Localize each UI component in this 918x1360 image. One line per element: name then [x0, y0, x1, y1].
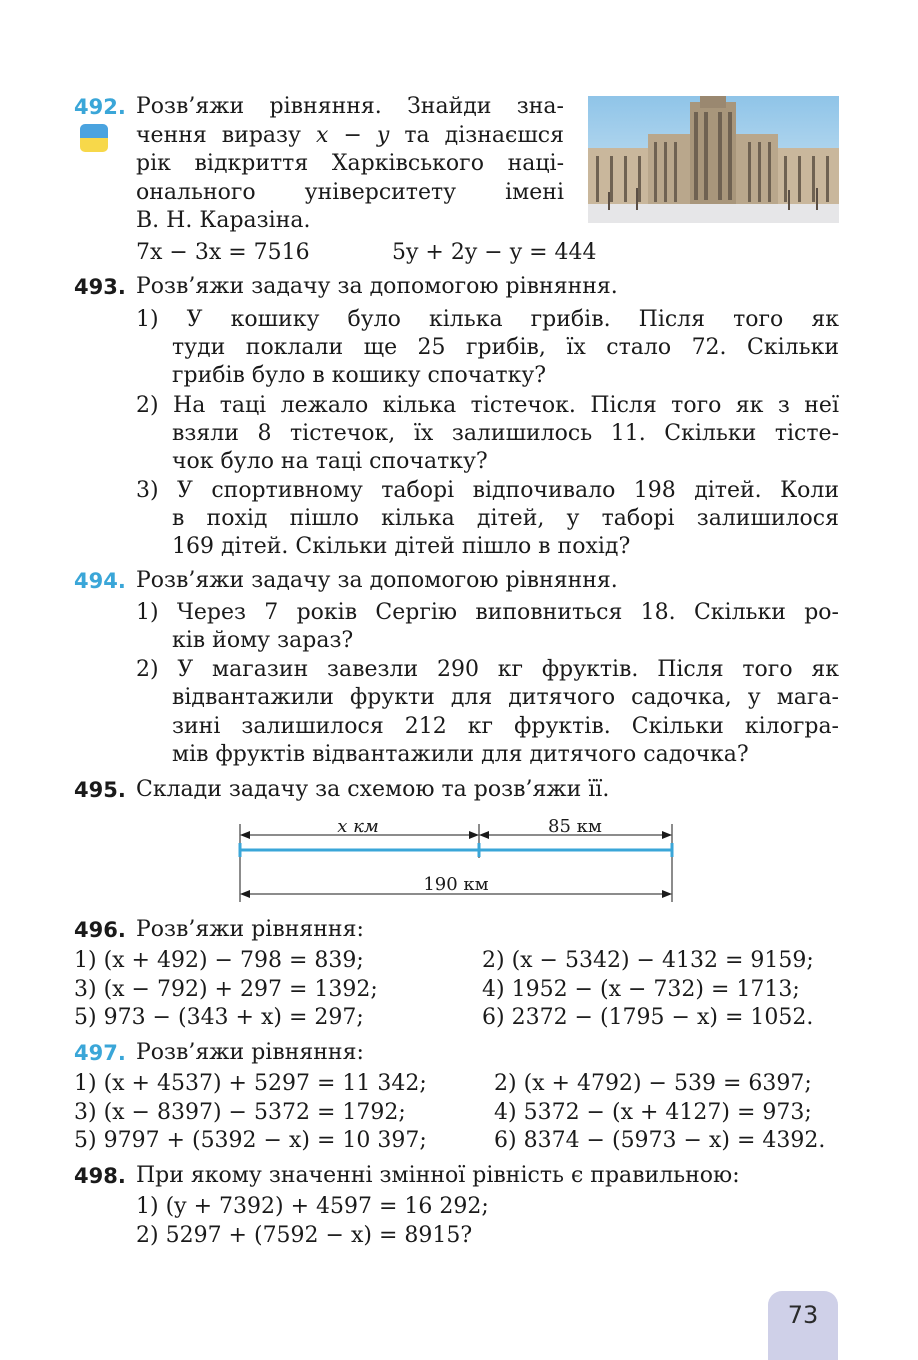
exercise-496-equation: 3) (x − 792) + 297 = 1392;: [74, 977, 378, 1002]
exercise-493-title: Розв’яжи задачу за допомогою рівняння.: [136, 274, 618, 299]
exercise-number-492: 492.: [74, 95, 126, 119]
exercise-497-equation: 1) (x + 4537) + 5297 = 11 342;: [74, 1071, 427, 1096]
exercise-497-equation: 4) 5372 − (x + 4127) = 973;: [494, 1100, 812, 1125]
page-number-tab: [768, 1291, 838, 1360]
exercise-number-493: 493.: [74, 275, 126, 299]
exercise-494-item-line: 1) Через 7 років Сергію виповниться 18. Скільки ро-: [136, 600, 839, 625]
exercise-497-equation: 5) 9797 + (5392 − x) = 10 397;: [74, 1128, 427, 1153]
exercise-492-text-line: В. Н. Каразіна.: [136, 208, 311, 233]
exercise-493-item-line: грибів було в кошику спочатку?: [172, 363, 547, 388]
exercise-493-item-line: 2) На таці лежало кілька тістечок. Після того як з неї: [136, 393, 839, 418]
exercise-494-item-line: відвантажили фрукти для дитячого садочка, у мага-: [172, 685, 839, 710]
exercise-number-496: 496.: [74, 918, 126, 942]
exercise-496-equation: 2) (x − 5342) − 4132 = 9159;: [482, 948, 814, 973]
exercise-494-title: Розв’яжи задачу за допомогою рівняння.: [136, 568, 618, 593]
exercise-492-equation: 5y + 2y − y = 444: [392, 240, 597, 265]
exercise-493-item-line: 3) У спортивному таборі відпочивало 198 дітей. Коли: [136, 478, 839, 503]
exercise-496-title: Розв’яжи рівняння:: [136, 917, 364, 942]
university-building-photo: [588, 96, 839, 223]
page-number: 73: [787, 1301, 819, 1329]
exercise-496-equation: 5) 973 − (343 + x) = 297;: [74, 1005, 364, 1030]
exercise-497-equation: 3) (x − 8397) − 5372 = 1792;: [74, 1100, 406, 1125]
exercise-495-title: Склади задачу за схемою та розв’яжи її.: [136, 777, 610, 802]
ukraine-flag-icon: [80, 124, 108, 152]
exercise-494-item-line: зині залишилося 212 кг фруктів. Скільки кілогра-: [172, 714, 839, 739]
exercise-493-item-line: чок було на таці спочатку?: [172, 449, 488, 474]
exercise-498-title: При якому значенні змінної рівність є правильною:: [136, 1163, 740, 1188]
exercise-494-item-line: мів фруктів відвантажили для дитячого садочка?: [172, 742, 749, 767]
exercise-492-text-line: рік відкриття Харківського наці-: [136, 151, 564, 176]
exercise-number-494: 494.: [74, 569, 126, 593]
exercise-497-equation: 6) 8374 − (5973 − x) = 4392.: [494, 1128, 826, 1153]
exercise-498-equation: 2) 5297 + (7592 − x) = 8915?: [136, 1223, 473, 1248]
exercise-493-item-line: взяли 8 тістечок, їх залишилось 11. Скільки тісте-: [172, 421, 839, 446]
exercise-494-item-line: 2) У магазин завезли 290 кг фруктів. Після того як: [136, 657, 839, 682]
exercise-493-item-line: 1) У кошику було кілька грибів. Після того як: [136, 307, 839, 332]
exercise-493-item-line: в похід пішло кілька дітей, у таборі залишилося: [172, 506, 839, 531]
exercise-492-text-line: чення виразу x − y та дізнаєшся: [136, 123, 564, 148]
exercise-496-equation: 1) (x + 492) − 798 = 839;: [74, 948, 364, 973]
exercise-493-item-line: 169 дітей. Скільки дітей пішло в похід?: [172, 534, 631, 559]
exercise-498-equation: 1) (y + 7392) + 4597 = 16 292;: [136, 1194, 489, 1219]
exercise-492-equation: 7x − 3x = 7516: [136, 240, 310, 265]
exercise-number-497: 497.: [74, 1041, 126, 1065]
exercise-494-item-line: ків йому зараз?: [172, 628, 354, 653]
exercise-492-text-line: онального університету імені: [136, 180, 564, 205]
segment-x-label: x км: [337, 816, 379, 837]
exercise-496-equation: 6) 2372 − (1795 − x) = 1052.: [482, 1005, 814, 1030]
segment-scheme-diagram: [230, 810, 690, 910]
exercise-492-text-line: Розв’яжи рівняння. Знайди зна-: [136, 94, 564, 119]
exercise-number-498: 498.: [74, 1164, 126, 1188]
segment-85-label: 85 км: [548, 816, 602, 837]
exercise-497-title: Розв’яжи рівняння:: [136, 1040, 364, 1065]
exercise-number-495: 495.: [74, 778, 126, 802]
exercise-496-equation: 4) 1952 − (x − 732) = 1713;: [482, 977, 800, 1002]
exercise-493-item-line: туди поклали ще 25 грибів, їх стало 72. Скільки: [172, 335, 839, 360]
segment-total-label: 190 км: [423, 874, 489, 895]
exercise-497-equation: 2) (x + 4792) − 539 = 6397;: [494, 1071, 812, 1096]
